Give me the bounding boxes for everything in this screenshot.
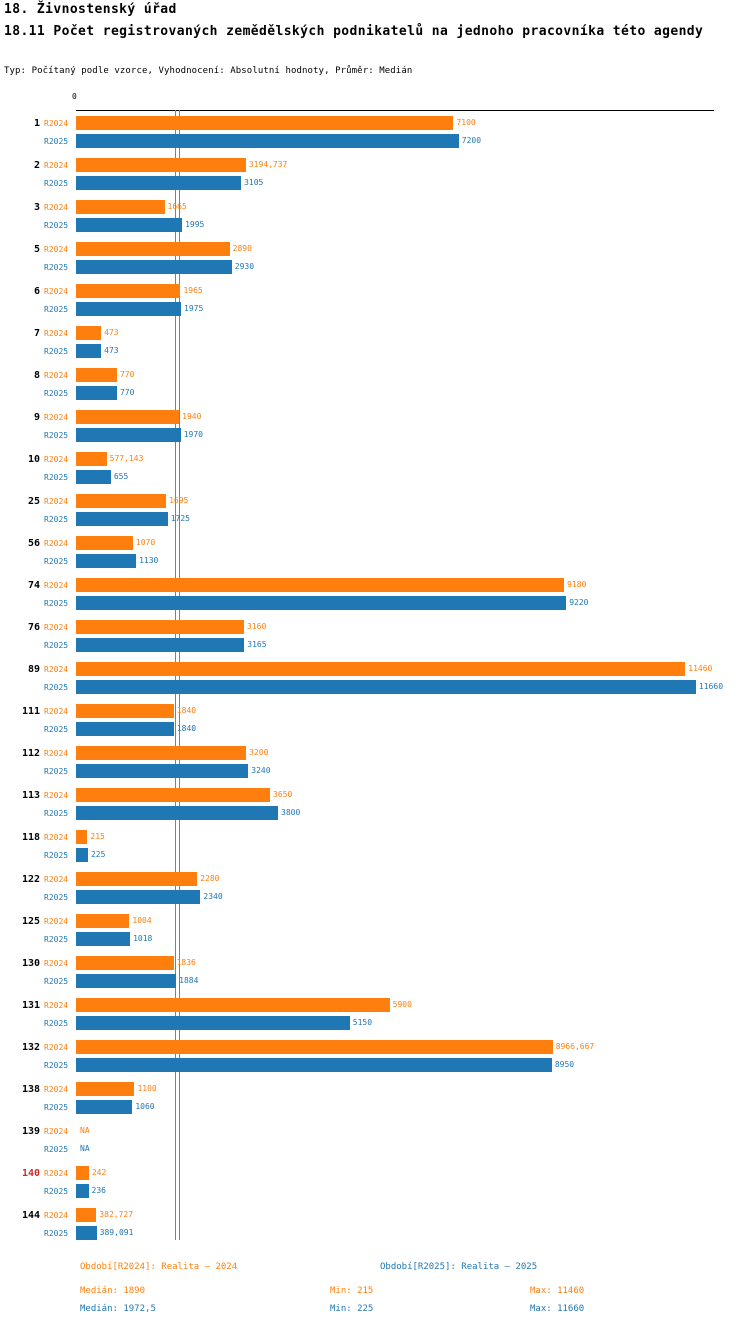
series-label: R2024 — [44, 875, 69, 884]
bar[interactable] — [76, 1184, 89, 1198]
bar-group — [0, 156, 750, 198]
bar-row — [0, 342, 750, 360]
series-label: R2024 — [44, 413, 69, 422]
category-label: 138 — [21, 1084, 40, 1095]
series-label: R2025 — [44, 431, 69, 440]
series-label: R2025 — [44, 221, 69, 230]
bar[interactable] — [76, 764, 248, 778]
bar-value-label: 1970 — [183, 430, 203, 439]
chart-subtitle: Typ: Počítaný podle vzorce, Vyhodnocení: Absolutní hodnoty, Průměr: Medián — [4, 66, 413, 76]
bar-row — [0, 618, 750, 636]
category-label: 139 — [21, 1126, 40, 1137]
series-label: R2024 — [44, 665, 69, 674]
bar-value-label: 9220 — [569, 598, 589, 607]
bar-row — [0, 510, 750, 528]
legend-entry-2024: Období[R2024]: Realita – 2024 — [80, 1262, 238, 1272]
series-label: R2025 — [44, 179, 69, 188]
category-label: 113 — [21, 790, 40, 801]
series-label: R2024 — [44, 791, 69, 800]
bar-group — [0, 618, 750, 660]
series-label: R2024 — [44, 539, 69, 548]
bar-row — [0, 366, 750, 384]
bar-row — [0, 300, 750, 318]
bar-value-label: 215 — [90, 832, 105, 841]
bar-value-label: 3240 — [251, 766, 271, 775]
bar-group — [0, 1038, 750, 1080]
bar-row — [0, 132, 750, 150]
bar[interactable] — [76, 806, 278, 820]
bar-row — [0, 888, 750, 906]
bar-row — [0, 594, 750, 612]
bar-value-label: 1995 — [185, 220, 205, 229]
plot-area — [0, 92, 750, 1252]
bar[interactable] — [76, 428, 181, 442]
bar[interactable] — [76, 386, 117, 400]
series-label: R2025 — [44, 263, 69, 272]
bar-value-label: 1940 — [182, 412, 202, 421]
bar-group — [0, 744, 750, 786]
category-label: 6 — [33, 286, 40, 297]
series-label: R2024 — [44, 497, 69, 506]
series-label: R2024 — [44, 1043, 69, 1052]
series-label: R2025 — [44, 977, 69, 986]
bar-row — [0, 870, 750, 888]
category-label: 131 — [21, 1000, 40, 1011]
bar-value-label: 655 — [113, 472, 129, 481]
bar-row — [0, 450, 750, 468]
bar-value-label: 770 — [119, 370, 135, 379]
series-label: R2024 — [44, 917, 69, 926]
bar-value-label: 3800 — [281, 808, 301, 817]
bar[interactable] — [76, 284, 180, 298]
bar-row — [0, 408, 750, 426]
bar-row — [0, 1140, 750, 1158]
bar-value-label: 1840 — [176, 706, 197, 715]
series-label: R2024 — [44, 203, 69, 212]
bar-value-label: 8950 — [554, 1060, 575, 1069]
series-label: R2025 — [44, 809, 69, 818]
bar-row — [0, 240, 750, 258]
bar-row — [0, 258, 750, 276]
bar-value-label: 2930 — [234, 262, 255, 271]
bar-value-label: 3105 — [244, 178, 264, 187]
bar-row — [0, 1098, 750, 1116]
axis-origin-label: 0 — [72, 92, 77, 101]
bar-row — [0, 786, 750, 804]
bar-group — [0, 660, 750, 702]
bar-group — [0, 786, 750, 828]
series-label: R2024 — [44, 959, 69, 968]
stat-median-2024: Medián: 1890 — [80, 1286, 146, 1296]
bar-value-na: NA — [80, 1144, 90, 1153]
bar-group — [0, 366, 750, 408]
bar-value-label: 473 — [104, 328, 119, 337]
bar-value-label: 577,143 — [109, 454, 144, 463]
series-label: R2025 — [44, 137, 69, 146]
series-label: R2024 — [44, 581, 69, 590]
bar-row — [0, 1122, 750, 1140]
series-label: R2024 — [44, 1169, 69, 1178]
bar-group — [0, 240, 750, 282]
category-label: 1 — [33, 118, 40, 129]
bar-group — [0, 702, 750, 744]
bar-value-label: 2280 — [200, 874, 220, 883]
bar-row — [0, 384, 750, 402]
bar[interactable] — [76, 1040, 553, 1054]
bar-value-label: 7200 — [461, 136, 482, 145]
bar[interactable] — [76, 956, 174, 970]
bar-value-label: 3194,737 — [248, 160, 288, 169]
bar[interactable] — [76, 722, 174, 736]
series-label: R2024 — [44, 329, 69, 338]
bar-value-label: 1695 — [169, 496, 189, 505]
category-label: 3 — [33, 202, 40, 213]
bar-value-label: 5900 — [392, 1000, 412, 1009]
bar[interactable] — [76, 368, 117, 382]
series-label: R2025 — [44, 641, 69, 650]
series-label: R2024 — [44, 1211, 69, 1220]
bar-value-label: 1130 — [139, 556, 159, 565]
bar[interactable] — [76, 512, 168, 526]
series-label: R2025 — [44, 893, 69, 902]
bar-group — [0, 450, 750, 492]
bar[interactable] — [76, 536, 133, 550]
series-label: R2025 — [44, 1229, 69, 1238]
bar-row — [0, 534, 750, 552]
category-label: 76 — [27, 622, 40, 633]
bar[interactable] — [76, 176, 241, 190]
series-label: R2024 — [44, 161, 69, 170]
bar-row — [0, 114, 750, 132]
bar-row — [0, 468, 750, 486]
bar-row — [0, 1206, 750, 1224]
bar[interactable] — [76, 932, 130, 946]
series-label: R2025 — [44, 599, 69, 608]
bar-group — [0, 198, 750, 240]
bar[interactable] — [76, 638, 244, 652]
bar[interactable] — [76, 134, 459, 148]
bar[interactable] — [76, 872, 197, 886]
bar-row — [0, 282, 750, 300]
bar-group — [0, 996, 750, 1038]
category-label: 125 — [21, 916, 40, 927]
bar[interactable] — [76, 452, 107, 466]
bar-row — [0, 744, 750, 762]
bar-value-label: 1018 — [133, 934, 153, 943]
bar[interactable] — [76, 470, 111, 484]
series-label: R2025 — [44, 935, 69, 944]
bar-value-label: 5150 — [352, 1018, 373, 1027]
bar-value-label: 242 — [91, 1168, 107, 1177]
bar-row — [0, 156, 750, 174]
bar-group — [0, 1080, 750, 1122]
series-label: R2025 — [44, 1061, 69, 1070]
bar-row — [0, 1056, 750, 1074]
axis-line — [76, 110, 714, 111]
bar-group — [0, 408, 750, 450]
category-label: 140 — [21, 1168, 40, 1179]
bar[interactable] — [76, 746, 246, 760]
bar-value-label: 3200 — [249, 748, 269, 757]
bar-value-label: 1884 — [179, 976, 199, 985]
bar-value-label: 3160 — [247, 622, 267, 631]
bar-group — [0, 1122, 750, 1164]
category-label: 122 — [21, 874, 40, 885]
bar-row — [0, 1038, 750, 1056]
series-label: R2025 — [44, 1103, 69, 1112]
series-label: R2024 — [44, 1085, 69, 1094]
bar-row — [0, 720, 750, 738]
category-label: 112 — [21, 748, 40, 759]
category-label: 74 — [27, 580, 40, 591]
series-label: R2024 — [44, 707, 69, 716]
bar-value-label: 1975 — [184, 304, 204, 313]
bar-value-label: 1965 — [183, 286, 203, 295]
bar-group — [0, 492, 750, 534]
bar-row — [0, 972, 750, 990]
bar-row — [0, 828, 750, 846]
category-label: 89 — [27, 664, 40, 675]
bar[interactable] — [76, 1082, 134, 1096]
bar[interactable] — [76, 302, 181, 316]
series-label: R2024 — [44, 1127, 69, 1136]
bar-value-label: 1004 — [132, 916, 152, 925]
bar-row — [0, 552, 750, 570]
bar[interactable] — [76, 848, 88, 862]
series-label: R2025 — [44, 851, 69, 860]
series-label: R2025 — [44, 1187, 69, 1196]
bar[interactable] — [76, 1226, 97, 1240]
category-label: 8 — [33, 370, 40, 381]
bar-value-label: 1725 — [170, 514, 190, 523]
bar[interactable] — [76, 704, 174, 718]
series-label: R2024 — [44, 833, 69, 842]
bar[interactable] — [76, 200, 165, 214]
bar[interactable] — [76, 830, 87, 844]
bar[interactable] — [76, 218, 182, 232]
bar-group — [0, 114, 750, 156]
series-label: R2025 — [44, 1019, 69, 1028]
bar[interactable] — [76, 788, 270, 802]
bar[interactable] — [76, 1016, 350, 1030]
bar-value-label: 225 — [90, 850, 106, 859]
bar-value-label: 1100 — [137, 1084, 157, 1093]
bar[interactable] — [76, 914, 129, 928]
bar[interactable] — [76, 890, 200, 904]
category-label: 10 — [27, 454, 40, 465]
bar-group — [0, 1164, 750, 1206]
series-label: R2024 — [44, 245, 69, 254]
bar[interactable] — [76, 1208, 96, 1222]
bar-value-label: 236 — [91, 1186, 106, 1195]
section-title: 18. Živnostenský úřad — [4, 2, 177, 17]
series-label: R2024 — [44, 287, 69, 296]
category-label: 9 — [33, 412, 40, 423]
bar[interactable] — [76, 1166, 89, 1180]
bar-row — [0, 216, 750, 234]
bar-value-label: 3165 — [247, 640, 267, 649]
bar-group — [0, 912, 750, 954]
bar[interactable] — [76, 680, 696, 694]
bar-group — [0, 282, 750, 324]
series-label: R2025 — [44, 347, 69, 356]
category-label: 144 — [21, 1210, 40, 1221]
bar-value-label: 11660 — [698, 682, 724, 691]
bar-value-label: 1665 — [167, 202, 187, 211]
bar[interactable] — [76, 1100, 132, 1114]
category-label: 7 — [33, 328, 40, 339]
category-label: 5 — [33, 244, 40, 255]
bar-group — [0, 324, 750, 366]
bar-row — [0, 804, 750, 822]
bar-value-label: 1060 — [135, 1102, 155, 1111]
series-label: R2024 — [44, 119, 69, 128]
bar[interactable] — [76, 158, 246, 172]
series-label: R2025 — [44, 557, 69, 566]
category-label: 130 — [21, 958, 40, 969]
category-label: 25 — [27, 496, 40, 507]
bar-row — [0, 702, 750, 720]
bar-row — [0, 678, 750, 696]
bar-value-label: 11460 — [688, 664, 713, 673]
bar[interactable] — [76, 344, 101, 358]
bar[interactable] — [76, 1058, 552, 1072]
bar-row — [0, 576, 750, 594]
series-label: R2024 — [44, 371, 69, 380]
bar-row — [0, 846, 750, 864]
bar-value-label: 7100 — [456, 118, 476, 127]
stat-median-2025: Medián: 1972,5 — [80, 1304, 156, 1314]
bar-value-label: 1070 — [135, 538, 156, 547]
bar-group — [0, 1206, 750, 1248]
bar-value-label: 2890 — [232, 244, 252, 253]
category-label: 132 — [21, 1042, 40, 1053]
bar-value-label: 8966,667 — [555, 1042, 595, 1051]
bar-value-label: 3650 — [273, 790, 293, 799]
series-label: R2024 — [44, 1001, 69, 1010]
bar-row — [0, 198, 750, 216]
bar-row — [0, 492, 750, 510]
category-label: 56 — [27, 538, 40, 549]
bar-row — [0, 324, 750, 342]
bar[interactable] — [76, 974, 176, 988]
bar-value-na: NA — [80, 1126, 90, 1135]
bar-row — [0, 660, 750, 678]
bar-row — [0, 636, 750, 654]
bar-value-label: 9180 — [567, 580, 587, 589]
bar-row — [0, 174, 750, 192]
bar-value-label: 1836 — [176, 958, 196, 967]
bar-row — [0, 1014, 750, 1032]
bar-row — [0, 954, 750, 972]
stat-min-2024: Min: 215 — [330, 1286, 374, 1296]
bar-row — [0, 912, 750, 930]
bar-value-label: 770 — [119, 388, 135, 397]
series-label: R2025 — [44, 1145, 69, 1154]
series-label: R2024 — [44, 749, 69, 758]
bar-row — [0, 762, 750, 780]
series-label: R2025 — [44, 305, 69, 314]
bar[interactable] — [76, 116, 453, 130]
series-label: R2025 — [44, 683, 69, 692]
bar[interactable] — [76, 326, 101, 340]
legend-entry-2025: Období[R2025]: Realita – 2025 — [380, 1262, 538, 1272]
bar[interactable] — [76, 578, 564, 592]
bar-row — [0, 1080, 750, 1098]
category-label: 118 — [21, 832, 40, 843]
category-label: 2 — [33, 160, 40, 171]
bar[interactable] — [76, 242, 230, 256]
bar-value-label: 1840 — [176, 724, 197, 733]
stat-min-2025: Min: 225 — [330, 1304, 374, 1314]
series-label: R2025 — [44, 473, 69, 482]
bar-group — [0, 534, 750, 576]
bar-row — [0, 996, 750, 1014]
bar[interactable] — [76, 260, 232, 274]
bar-group — [0, 954, 750, 996]
bar-row — [0, 930, 750, 948]
bar[interactable] — [76, 554, 136, 568]
bar[interactable] — [76, 662, 685, 676]
series-label: R2024 — [44, 455, 69, 464]
series-label: R2024 — [44, 623, 69, 632]
category-label: 111 — [21, 706, 40, 717]
stat-max-2025: Max: 11660 — [530, 1304, 585, 1314]
bar-row — [0, 1224, 750, 1242]
series-label: R2025 — [44, 389, 69, 398]
bar[interactable] — [76, 494, 166, 508]
bar[interactable] — [76, 410, 179, 424]
bar-value-label: 473 — [104, 346, 119, 355]
bar[interactable] — [76, 620, 244, 634]
bar-group — [0, 870, 750, 912]
bar[interactable] — [76, 998, 390, 1012]
bar-row — [0, 426, 750, 444]
bar-row — [0, 1182, 750, 1200]
bar[interactable] — [76, 596, 566, 610]
series-label: R2025 — [44, 515, 69, 524]
bar-group — [0, 576, 750, 618]
bar-group — [0, 828, 750, 870]
bar-value-label: 389,091 — [99, 1228, 134, 1237]
series-label: R2025 — [44, 725, 69, 734]
bar-value-label: 2340 — [203, 892, 223, 901]
bar-row — [0, 1164, 750, 1182]
bar-value-label: 382,727 — [99, 1210, 134, 1219]
chart-title: 18.11 Počet registrovaných zemědělských podnikatelů na jednoho pracovníka této agendy — [4, 24, 704, 39]
stat-max-2024: Max: 11460 — [530, 1286, 585, 1296]
series-label: R2025 — [44, 767, 69, 776]
